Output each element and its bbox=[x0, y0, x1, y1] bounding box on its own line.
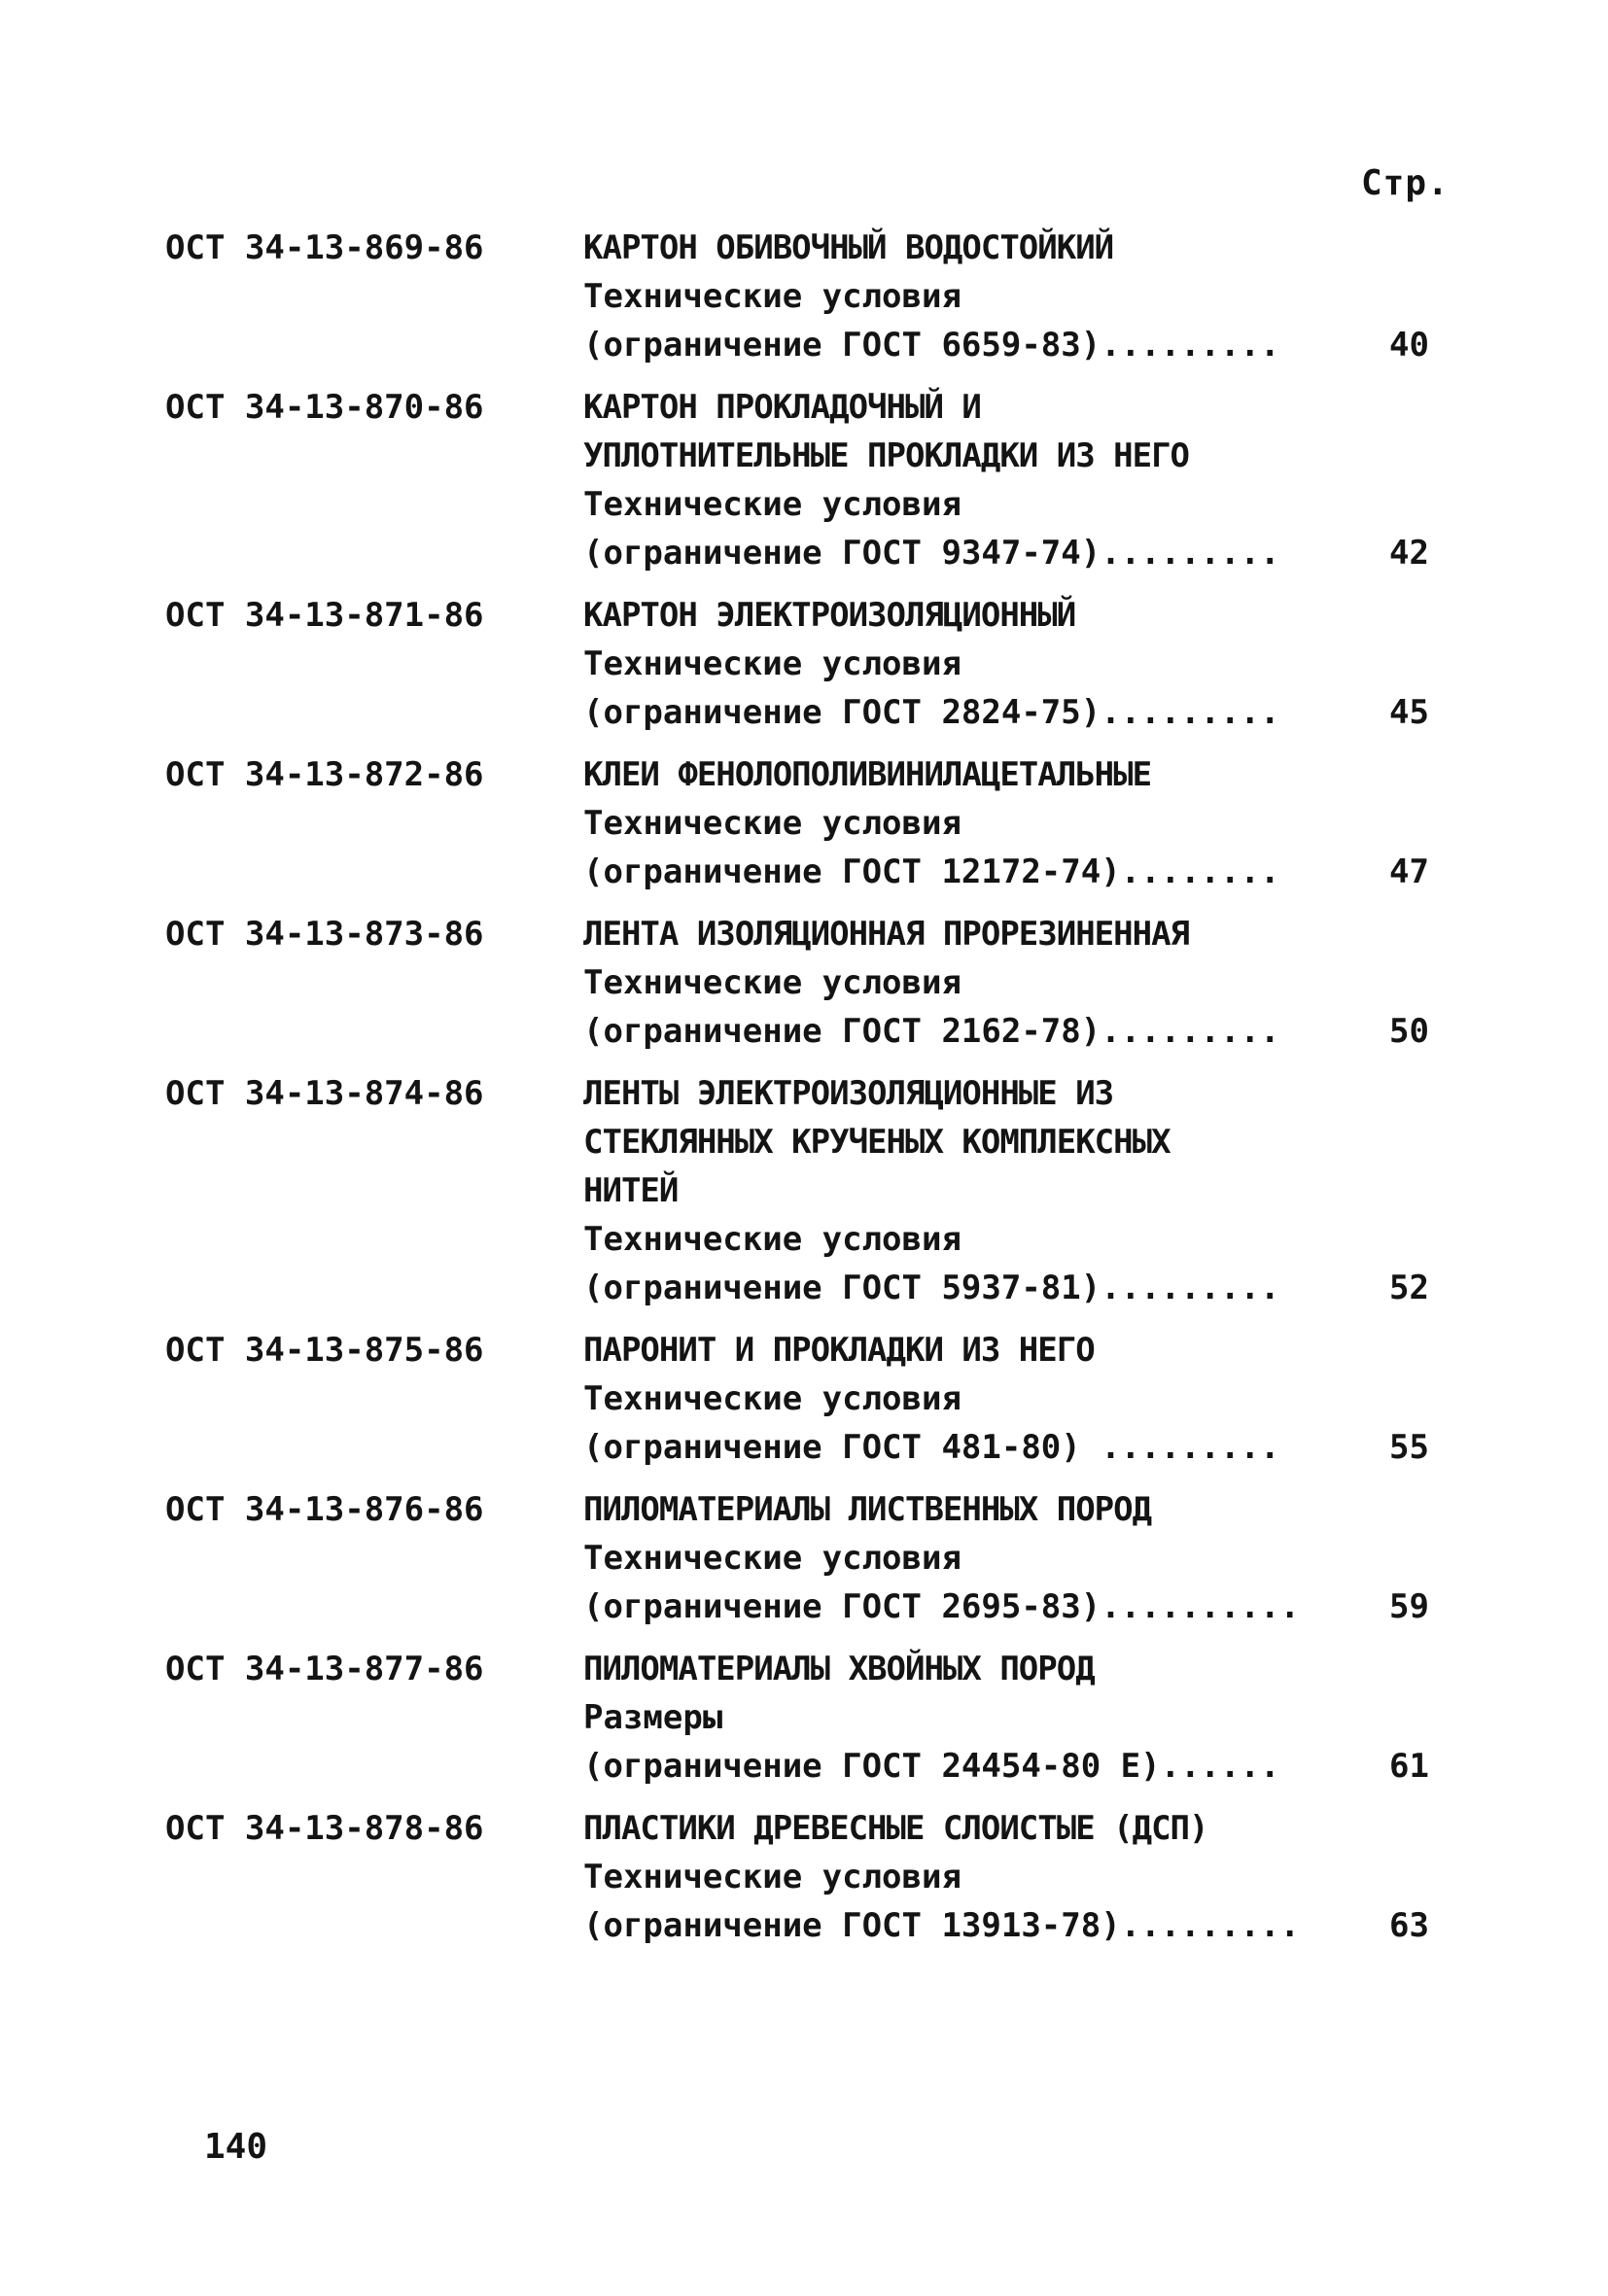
standard-description bbox=[583, 224, 1449, 369]
restriction-text: (ограничение ГОСТ 24454-80 Е)...... bbox=[583, 1747, 1280, 1786]
restriction-text: (ограничение ГОСТ 6659-83)......... bbox=[583, 326, 1280, 365]
entry-page-number: 61 bbox=[1389, 1747, 1429, 1786]
standard-title-line: КЛЕИ ФЕНОЛОПОЛИВИНИЛАЦЕТАЛЬНЫЕ bbox=[583, 755, 1152, 794]
standard-description bbox=[583, 1645, 1449, 1791]
standard-title-line: ПЛАСТИКИ ДРЕВЕСНЫЕ СЛОИСТЫЕ (ДСП) bbox=[583, 1809, 1208, 1848]
restriction-row bbox=[583, 321, 1449, 369]
standard-subtitle: Технические условия bbox=[583, 1539, 961, 1578]
standard-code: ОСТ 34-13-875-86 bbox=[165, 1331, 484, 1370]
restriction-row bbox=[583, 1007, 1449, 1056]
standard-code: ОСТ 34-13-876-86 bbox=[165, 1490, 484, 1529]
standard-description bbox=[583, 1804, 1449, 1950]
standard-title-line: КАРТОН ЭЛЕКТРОИЗОЛЯЦИОННЫЙ bbox=[583, 596, 1076, 635]
restriction-text: (ограничение ГОСТ 9347-74)......... bbox=[583, 534, 1280, 573]
entry-page-number: 47 bbox=[1389, 852, 1429, 891]
standard-entry bbox=[165, 1645, 1449, 1791]
standard-description bbox=[583, 1069, 1449, 1312]
standard-subtitle: Технические условия bbox=[583, 644, 961, 683]
restriction-text: (ограничение ГОСТ 5937-81)......... bbox=[583, 1269, 1280, 1307]
standard-subtitle: Размеры bbox=[583, 1698, 723, 1737]
standard-entry bbox=[165, 750, 1449, 896]
standard-title-line: УПЛОТНИТЕЛЬНЫЕ ПРОКЛАДКИ ИЗ НЕГО bbox=[583, 436, 1190, 475]
restriction-row bbox=[583, 529, 1449, 577]
standard-code: ОСТ 34-13-877-86 bbox=[165, 1650, 484, 1688]
restriction-row bbox=[583, 688, 1449, 737]
standard-subtitle: Технические условия bbox=[583, 277, 961, 316]
standard-entry bbox=[165, 1485, 1449, 1631]
standard-title-line: ЛЕНТА ИЗОЛЯЦИОННАЯ ПРОРЕЗИНЕННАЯ bbox=[583, 915, 1190, 954]
standard-entry bbox=[165, 1069, 1449, 1312]
entry-page-number: 63 bbox=[1389, 1906, 1429, 1945]
standard-entry bbox=[165, 383, 1449, 577]
restriction-row bbox=[583, 848, 1449, 896]
standard-title-line: ЛЕНТЫ ЭЛЕКТРОИЗОЛЯЦИОННЫЕ ИЗ bbox=[583, 1074, 1114, 1113]
standard-subtitle: Технические условия bbox=[583, 1858, 961, 1896]
standard-subtitle: Технические условия bbox=[583, 1220, 961, 1259]
standard-description bbox=[583, 1326, 1449, 1472]
standard-subtitle: Технические условия bbox=[583, 804, 961, 843]
standard-title-line: КАРТОН ПРОКЛАДОЧНЫЙ И bbox=[583, 388, 981, 427]
entry-page-number: 55 bbox=[1389, 1428, 1429, 1467]
restriction-row bbox=[583, 1264, 1449, 1312]
standard-entry bbox=[165, 1326, 1449, 1472]
standard-entry bbox=[165, 910, 1449, 1056]
standard-code: ОСТ 34-13-869-86 bbox=[165, 228, 484, 267]
standard-title-line: КАРТОН ОБИВОЧНЫЙ ВОДОСТОЙКИЙ bbox=[583, 228, 1114, 267]
entry-page-number: 52 bbox=[1389, 1269, 1429, 1307]
standard-code: ОСТ 34-13-874-86 bbox=[165, 1074, 484, 1113]
entry-page-number: 50 bbox=[1389, 1012, 1429, 1051]
standard-subtitle: Технические условия bbox=[583, 485, 961, 524]
standard-description bbox=[583, 1485, 1449, 1631]
standard-entry bbox=[165, 591, 1449, 737]
entry-page-number: 45 bbox=[1389, 693, 1429, 732]
standard-title-line: ПАРОНИТ И ПРОКЛАДКИ ИЗ НЕГО bbox=[583, 1331, 1095, 1370]
standard-entry bbox=[165, 1804, 1449, 1950]
restriction-row bbox=[583, 1742, 1449, 1791]
restriction-text: (ограничение ГОСТ 12172-74)........ bbox=[583, 852, 1280, 891]
standard-subtitle: Технические условия bbox=[583, 1379, 961, 1418]
standard-title-line: НИТЕЙ bbox=[583, 1171, 679, 1210]
restriction-row bbox=[583, 1901, 1449, 1950]
standard-title-line: ПИЛОМАТЕРИАЛЫ ЛИСТВЕННЫХ ПОРОД bbox=[583, 1490, 1152, 1529]
page-column-header: Стр. bbox=[1361, 163, 1450, 203]
standard-description bbox=[583, 591, 1449, 737]
standard-code: ОСТ 34-13-871-86 bbox=[165, 596, 484, 635]
standard-description bbox=[583, 750, 1449, 896]
entry-page-number: 42 bbox=[1389, 534, 1429, 573]
standard-subtitle: Технические условия bbox=[583, 963, 961, 1002]
restriction-text: (ограничение ГОСТ 2695-83).......... bbox=[583, 1587, 1300, 1626]
entry-page-number: 59 bbox=[1389, 1587, 1429, 1626]
standards-list bbox=[165, 224, 1449, 1964]
restriction-text: (ограничение ГОСТ 2824-75)......... bbox=[583, 693, 1280, 732]
standard-code: ОСТ 34-13-873-86 bbox=[165, 915, 484, 954]
restriction-row bbox=[583, 1583, 1449, 1631]
standard-title-line: ПИЛОМАТЕРИАЛЫ ХВОЙНЫХ ПОРОД bbox=[583, 1650, 1095, 1688]
standard-code: ОСТ 34-13-870-86 bbox=[165, 388, 484, 427]
standard-title-line: СТЕКЛЯННЫХ КРУЧЕНЫХ КОМПЛЕКСНЫХ bbox=[583, 1123, 1171, 1162]
standard-code: ОСТ 34-13-872-86 bbox=[165, 755, 484, 794]
restriction-text: (ограничение ГОСТ 481-80) ......... bbox=[583, 1428, 1280, 1467]
standard-code: ОСТ 34-13-878-86 bbox=[165, 1809, 484, 1848]
restriction-text: (ограничение ГОСТ 2162-78)......... bbox=[583, 1012, 1280, 1051]
restriction-row bbox=[583, 1423, 1449, 1472]
restriction-text: (ограничение ГОСТ 13913-78)......... bbox=[583, 1906, 1300, 1945]
standard-entry bbox=[165, 224, 1449, 369]
entry-page-number: 40 bbox=[1389, 326, 1429, 365]
standard-description bbox=[583, 383, 1449, 577]
standard-description bbox=[583, 910, 1449, 1056]
page-number: 140 bbox=[204, 2127, 268, 2167]
